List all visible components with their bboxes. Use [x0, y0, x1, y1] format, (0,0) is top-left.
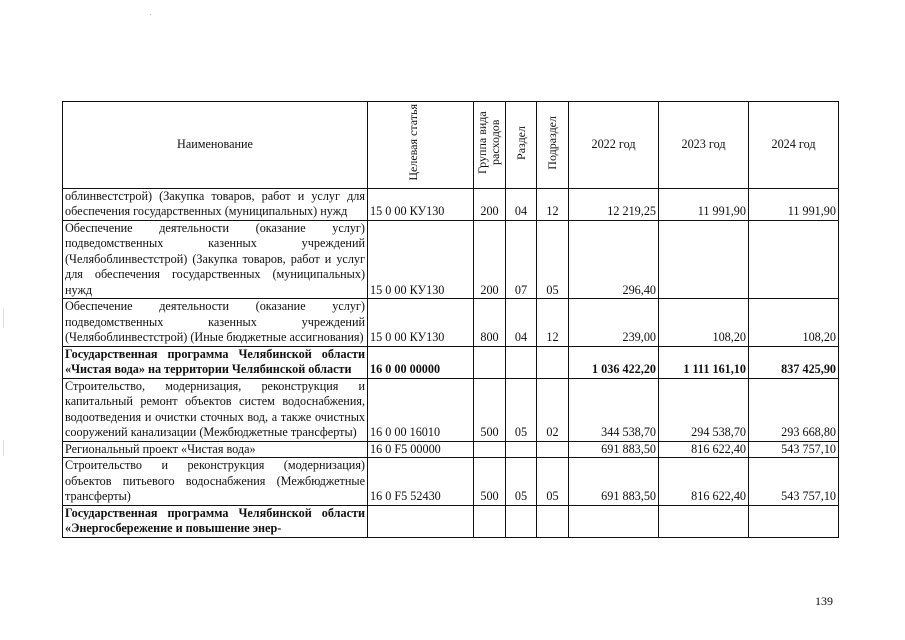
row-2024: [749, 220, 839, 299]
header-razdel: [506, 102, 537, 189]
row-2024: [749, 505, 839, 537]
row-podrazdel: 12: [537, 188, 569, 220]
header-2022: 2022 год: [569, 102, 659, 189]
row-2022: [569, 505, 659, 537]
page-number: 139: [815, 594, 833, 608]
row-2024: 543 757,10: [749, 458, 839, 506]
row-name: Государственная программа Челябинской области «Энергосбережение и повышение энер-: [63, 505, 368, 537]
row-code: 16 0 00 16010: [368, 378, 474, 441]
row-2023: [659, 505, 749, 537]
table-row: [63, 188, 839, 220]
row-2023: [659, 220, 749, 299]
row-2023: 11 991,90: [659, 188, 749, 220]
row-podrazdel: [537, 505, 569, 537]
row-podrazdel: 05: [537, 458, 569, 506]
row-podrazdel: 05: [537, 220, 569, 299]
header-code-label: Целевая статья: [405, 104, 420, 181]
row-2022: 691 883,50: [569, 458, 659, 506]
row-razdel: [506, 505, 537, 537]
row-2024: 11 991,90: [749, 188, 839, 220]
row-razdel: 04: [506, 299, 537, 347]
row-2022: 691 883,50: [569, 441, 659, 458]
table-row: [63, 220, 839, 299]
row-2024: 543 757,10: [749, 441, 839, 458]
row-2022: 239,00: [569, 299, 659, 347]
row-group: [474, 441, 506, 458]
budget-table: [62, 101, 839, 538]
table-row: [63, 458, 839, 506]
row-group: [474, 505, 506, 537]
row-2023: 816 622,40: [659, 441, 749, 458]
row-group: [474, 346, 506, 378]
row-code: 16 0 F5 00000: [368, 441, 474, 458]
row-name: Обеспечение деятельности (оказание услуг) подведомственных казенных учреждений (Челябоблинвестстрой) (Иные бюджетные ассигнования): [63, 299, 368, 347]
row-name: Строительство, модернизация, реконструкция и капитальный ремонт объектов систем водоснабжения, водоотведения и очистки сточных вод, а также очистных сооружений канализации (Межбюджетные трансферты): [63, 378, 368, 441]
row-code: 16 0 F5 52430: [368, 458, 474, 506]
row-podrazdel: 02: [537, 378, 569, 441]
row-razdel: 05: [506, 378, 537, 441]
table-row: [63, 346, 839, 378]
header-razdel-label: Раздел: [513, 125, 528, 160]
row-name: Строительство и реконструкция (модернизация) объектов питьевого водоснабжения (Межбюджетные трансферты): [63, 458, 368, 506]
row-2022: 296,40: [569, 220, 659, 299]
row-2022: 1 036 422,20: [569, 346, 659, 378]
row-2023: 294 538,70: [659, 378, 749, 441]
row-2024: 837 425,90: [749, 346, 839, 378]
row-2024: 293 668,80: [749, 378, 839, 441]
row-razdel: [506, 441, 537, 458]
header-2023: 2023 год: [659, 102, 749, 189]
row-razdel: 07: [506, 220, 537, 299]
row-razdel: [506, 346, 537, 378]
row-name: Обеспечение деятельности (оказание услуг) подведомственных казенных учреждений (Челябоблинвестстрой) (Закупка товаров, работ и услуг для обеспечения государственных (муниципальных) нужд: [63, 220, 368, 299]
row-podrazdel: 12: [537, 299, 569, 347]
row-group: 200: [474, 188, 506, 220]
row-group: 500: [474, 458, 506, 506]
row-group: 800: [474, 299, 506, 347]
row-razdel: 04: [506, 188, 537, 220]
header-2024: 2024 год: [749, 102, 839, 189]
header-name: Наименование: [63, 102, 368, 189]
row-razdel: 05: [506, 458, 537, 506]
header-podrazdel-label: Подраздел: [545, 115, 559, 170]
row-code: 15 0 00 КУ130: [368, 299, 474, 347]
row-podrazdel: [537, 441, 569, 458]
row-name: облинвестстрой) (Закупка товаров, работ и услуг для обеспечения государственных (муниципальных) нужд: [63, 188, 368, 220]
row-2024: 108,20: [749, 299, 839, 347]
header-group: [474, 102, 506, 189]
table-row: [63, 299, 839, 347]
table-row: [63, 441, 839, 458]
row-2022: 12 219,25: [569, 188, 659, 220]
row-2023: 108,20: [659, 299, 749, 347]
row-2022: 344 538,70: [569, 378, 659, 441]
table-row: [63, 505, 839, 537]
row-name: Государственная программа Челябинской области «Чистая вода» на территории Челябинской области: [63, 346, 368, 378]
header-group-label: Группа вида расходов: [474, 111, 502, 174]
row-group: 200: [474, 220, 506, 299]
row-code: 15 0 00 КУ130: [368, 188, 474, 220]
row-group: 500: [474, 378, 506, 441]
row-code: [368, 505, 474, 537]
row-code: 16 0 00 00000: [368, 346, 474, 378]
row-name: Региональный проект «Чистая вода»: [63, 441, 368, 458]
header-row: [63, 102, 839, 189]
row-podrazdel: [537, 346, 569, 378]
table-row: [63, 378, 839, 441]
row-code: 15 0 00 КУ130: [368, 220, 474, 299]
row-2023: 1 111 161,10: [659, 346, 749, 378]
row-2023: 816 622,40: [659, 458, 749, 506]
header-podrazdel: [537, 102, 569, 189]
header-code: [368, 102, 474, 189]
